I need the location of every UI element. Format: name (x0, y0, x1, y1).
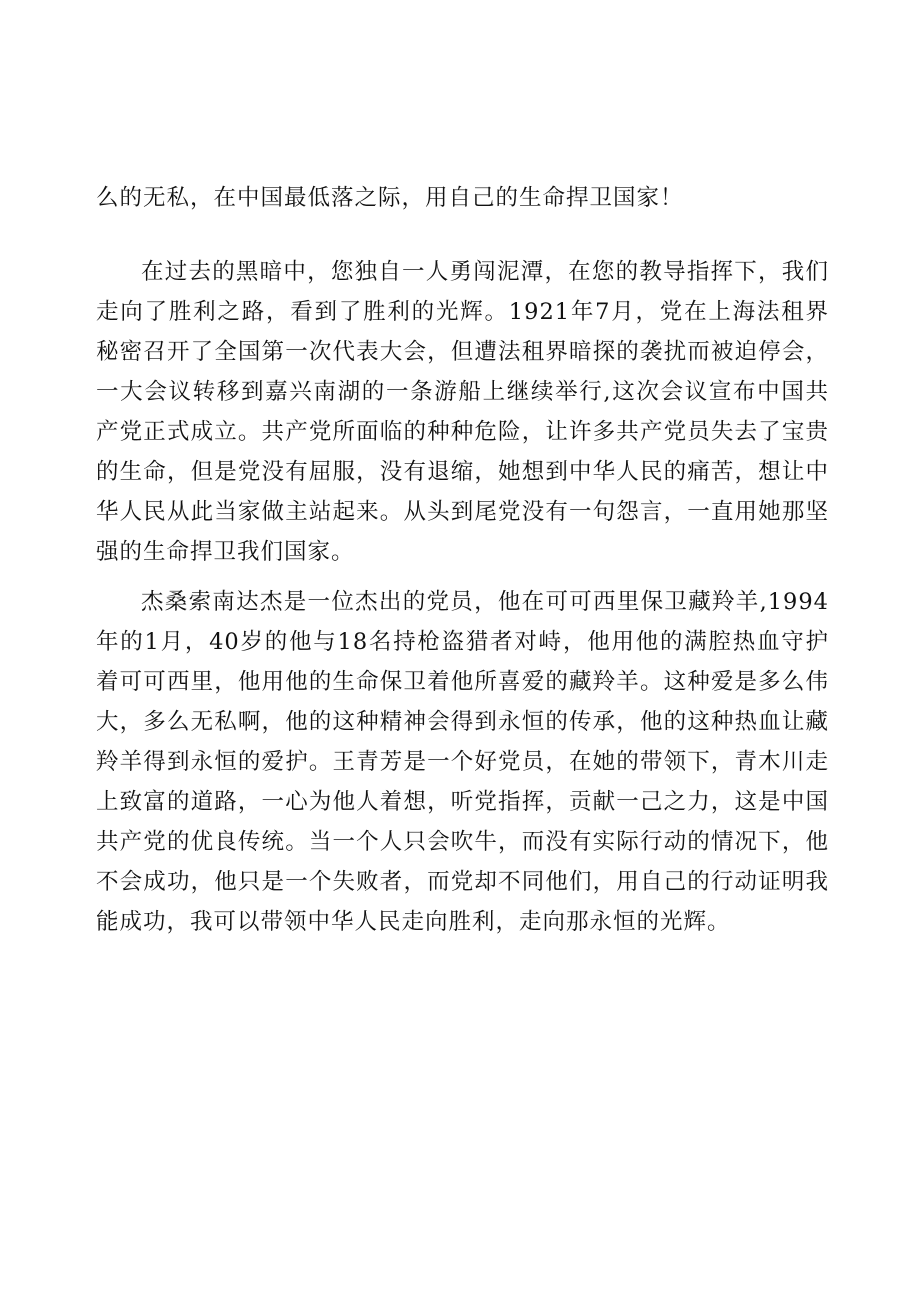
paragraph-3: 杰桑索南达杰是一位杰出的党员，他在可可西里保卫藏羚羊,1994年的1月，40岁的他与18名持枪盗猎者对峙，他用他的满腔热血守护着可可西里，他用他的生命保卫着他所喜爱的藏羚羊。这种爱是多么伟大，多么无私啊，他的这种精神会得到永恒的传承，他的这种热血让藏羚羊得到永恒的爱护。王青芳是一个好党员，在她的带领下，青木川走上致富的道路，一心为他人着想，听党指挥，贡献一己之力，这是中国共产党的优良传统。当一个人只会吹牛，而没有实际行动的情况下，他不会成功，他只是一个失败者，而党却不同他们，用自己的行动证明我能成功，我可以带领中华人民走向胜利，走向那永恒的光辉。 (96, 589, 829, 935)
document-body (96, 178, 829, 942)
paragraph-1: 么的无私，在中国最低落之际，用自己的生命捍卫国家！ (96, 185, 684, 211)
paragraph-2: 在过去的黑暗中，您独自一人勇闯泥潭，在您的教导指挥下，我们走向了胜利之路，看到了胜利的光辉。1921年7月，党在上海法租界秘密召开了全国第一次代表大会，但遭法租界暗探的袭扰而被迫停会，一大会议转移到嘉兴南湖的一条游船上继续举行,这次会议宣布中国共产党正式成立。共产党所面临的种种危险，让许多共产党员失去了宝贵的生命，但是党没有屈服，没有退缩，她想到中华人民的痛苦，想让中华人民从此当家做主站起来。从头到尾党没有一句怨言，一直用她那坚强的生命捍卫我们国家。 (96, 259, 829, 565)
